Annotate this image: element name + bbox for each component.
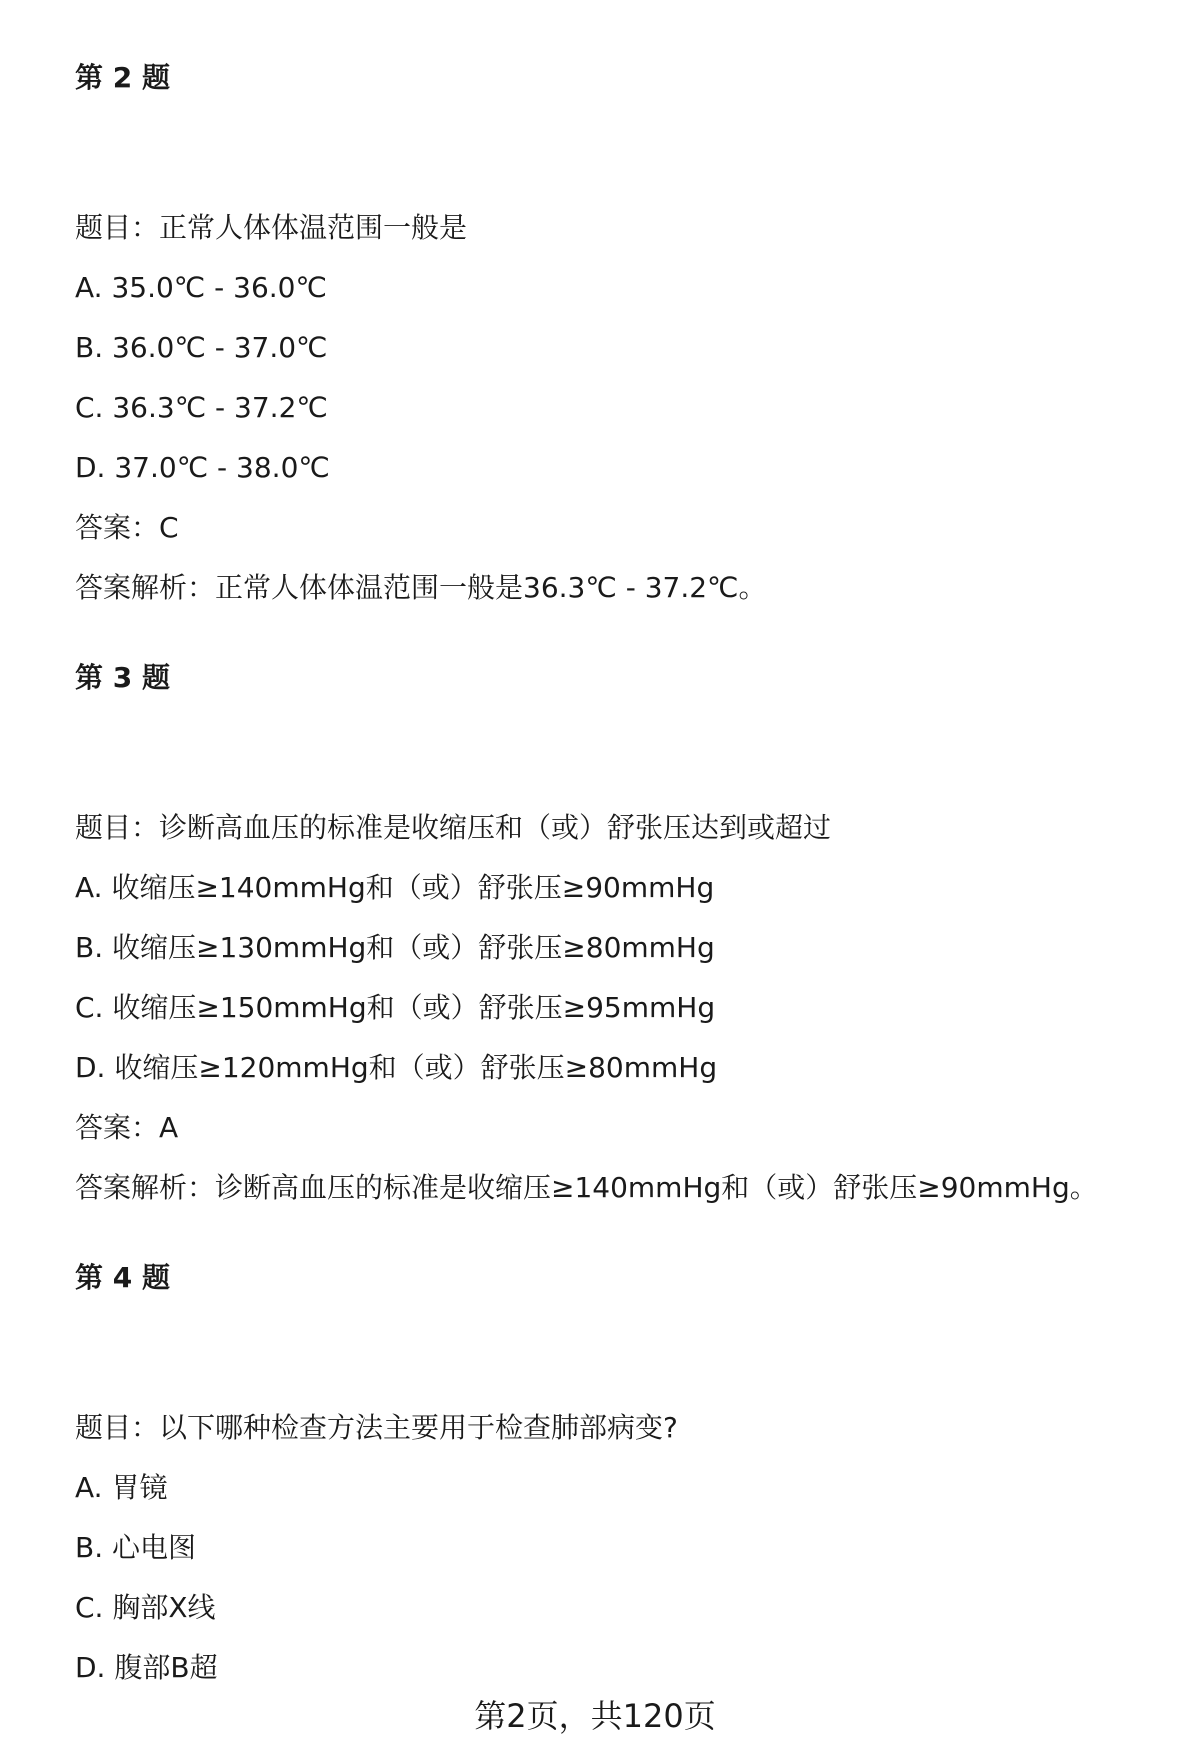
option-c: C. 36.3℃ - 37.2℃ — [75, 391, 328, 424]
question-heading: 第 3 题 — [75, 661, 170, 694]
option-b: B. 36.0℃ - 37.0℃ — [75, 331, 328, 364]
option-a: A. 35.0℃ - 36.0℃ — [75, 271, 327, 304]
option-d: D. 收缩压≥120mmHg和（或）舒张压≥80mmHg — [75, 1051, 718, 1084]
option-d: D. 37.0℃ - 38.0℃ — [75, 451, 330, 484]
answer: 答案：A — [75, 1111, 179, 1144]
option-a: A. 收缩压≥140mmHg和（或）舒张压≥90mmHg — [75, 871, 715, 904]
option-b: B. 心电图 — [75, 1531, 197, 1564]
option-a: A. 胃镜 — [75, 1471, 168, 1504]
question-text: 题目：以下哪种检查方法主要用于检查肺部病变? — [75, 1411, 678, 1444]
question-heading: 第 2 题 — [75, 61, 170, 94]
option-d: D. 腹部B超 — [75, 1651, 218, 1684]
page-number: 第2页，共120页 — [474, 1697, 716, 1735]
answer-explanation: 答案解析：正常人体体温范围一般是36.3℃ - 37.2℃。 — [75, 571, 767, 604]
question-text: 题目：正常人体体温范围一般是 — [75, 211, 468, 244]
answer: 答案：C — [75, 511, 179, 544]
question-text: 题目：诊断高血压的标准是收缩压和（或）舒张压达到或超过 — [75, 811, 832, 844]
answer-explanation: 答案解析：诊断高血压的标准是收缩压≥140mmHg和（或）舒张压≥90mmHg。 — [75, 1171, 1098, 1204]
option-b: B. 收缩压≥130mmHg和（或）舒张压≥80mmHg — [75, 931, 715, 964]
option-c: C. 收缩压≥150mmHg和（或）舒张压≥95mmHg — [75, 991, 716, 1024]
question-heading: 第 4 题 — [75, 1261, 170, 1294]
option-c: C. 胸部X线 — [75, 1591, 216, 1624]
